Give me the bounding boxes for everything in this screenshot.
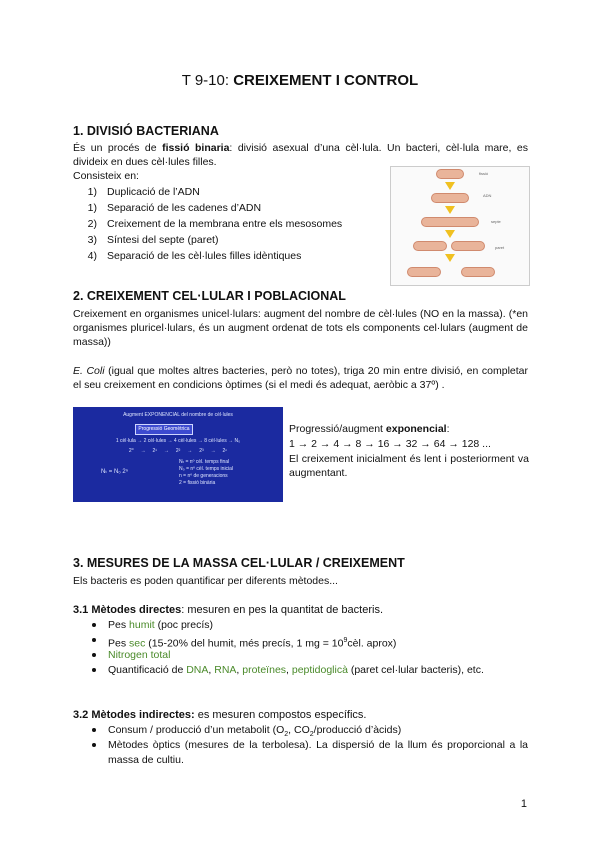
bacterium-cell <box>451 241 485 251</box>
highlight: Nitrogen total <box>108 649 171 661</box>
bacterium-cell <box>421 217 479 227</box>
slide-legend-1: Nₜ = nº cèl. temps final <box>179 459 230 465</box>
slide-legend-4: 2 = fissió binària <box>179 480 216 486</box>
highlight: DNA <box>186 664 209 676</box>
figure-label: septe <box>491 219 501 224</box>
step-number: 1) <box>87 202 97 214</box>
title-main: CREIXEMENT I CONTROL <box>233 72 419 89</box>
section1-consists: Consisteix en: <box>73 170 139 182</box>
step-number: 4) <box>87 250 97 262</box>
subscript: 2 <box>284 731 289 739</box>
text: Pes <box>108 637 130 650</box>
slide-legend-2: N₀ = nº cèl. temps inicial <box>179 466 234 472</box>
bacterium-cell <box>436 169 464 179</box>
indirect-methods-title: 3.2 Mètodes indirectes: <box>73 709 195 721</box>
bacterium-cell <box>413 241 447 251</box>
subscript: 2 <box>309 731 314 739</box>
list-item <box>90 738 528 768</box>
text: /producció d’àcids) <box>313 724 402 736</box>
figure-label: fissió <box>479 171 489 176</box>
down-arrow-icon <box>445 182 455 190</box>
down-arrow-icon <box>445 206 455 214</box>
figure-label: paret <box>495 245 505 250</box>
down-arrow-icon <box>445 254 455 262</box>
text: Pes <box>108 619 130 631</box>
section2-heading: 2. CREIXEMENT CEL·LULAR I POBLACIONAL <box>73 289 346 303</box>
section1-heading: 1. DIVISIÓ BACTERIANA <box>73 124 219 138</box>
highlight: proteïnes <box>242 664 287 676</box>
step-text: Separació de les cèl·lules filles idèntiques <box>107 250 302 262</box>
direct-methods-desc: : mesuren en pes la quantitat de bacteris. <box>181 604 384 616</box>
step-text: Duplicació de l’ADN <box>107 186 200 198</box>
step-number: 3) <box>87 234 97 246</box>
direct-methods-list <box>90 618 484 678</box>
separator: , <box>208 664 215 676</box>
figure-label: ADN <box>483 193 492 198</box>
section1-intro-b: : divisió asexual d’una cèl·lula. Un bacteri, cèl·lula mare, es divideix en dues cèl·lules filles. <box>73 142 528 168</box>
page-number: 1 <box>520 798 527 810</box>
exponential-sequence: 1 → 2 → 4 → 8 → 16 → 32 → 64 → 128 ... <box>289 438 491 450</box>
text: (15-20% del humit, més precís, 1 mg = 10 <box>145 637 344 650</box>
step-text: Síntesi del septe (paret) <box>107 234 219 246</box>
text: (poc precís) <box>154 619 214 631</box>
separator: , <box>236 664 243 676</box>
indirect-methods-desc: es mesuren compostos específics. <box>194 709 367 721</box>
step-number: 1) <box>87 186 97 198</box>
slide-row-cells: 1 cèl·lula → 2 cèl·lules → 4 cèl·lules → 8 cèl·lules → N₀ <box>115 438 241 444</box>
exponential-description: El creixement inicialment és lent i posteriorment va augmentant. <box>289 453 529 479</box>
section3-heading: 3. MESURES DE LA MASSA CEL·LULAR / CREIXEMENT <box>73 556 405 570</box>
section3-intro: Els bacteris es poden quantificar per diferents mètodes... <box>73 575 338 587</box>
direct-methods-title: 3.1 Mètodes directes <box>73 604 182 616</box>
text: cèl. aprox) <box>347 637 397 650</box>
section2-paragraph-2 <box>73 364 528 392</box>
step-text: Separació de les cadenes d’ADN <box>107 202 262 214</box>
separator: , <box>286 664 292 676</box>
text: Mètodes òptics (mesures de la terbolesa). La dispersió de la llum és proporcional a la massa de cultiu. <box>108 739 528 766</box>
exp-bold: exponencial <box>385 423 447 435</box>
list-item <box>90 723 528 738</box>
slide-header: Augment EXPONENCIAL del nombre de cèl·lules <box>123 412 233 418</box>
list-item <box>73 216 342 232</box>
indirect-methods-list <box>90 723 528 768</box>
direct-methods-heading <box>73 603 383 617</box>
exponential-caption <box>289 422 529 436</box>
down-arrow-icon <box>445 230 455 238</box>
species-name: E. Coli <box>73 365 105 377</box>
section2-paragraph-2-rest: (igual que moltes altres bacteries, però no totes), triga 20 min entre divisió, en completar el seu creixement en condicions òptimes (si el medi és adequat, aeròbic a 37º) . <box>73 365 528 391</box>
slide-legend-3: n = nº de generacions <box>179 473 228 479</box>
highlight: sec <box>129 637 146 650</box>
section1-intro-a: És un procés de <box>73 142 163 154</box>
list-item <box>90 648 484 663</box>
indirect-methods-heading <box>73 708 366 722</box>
text: (paret cel·lular bacteris), etc. <box>347 664 484 676</box>
list-item <box>73 184 342 200</box>
title-prefix: T 9-10: <box>181 72 234 89</box>
list-item <box>73 248 342 264</box>
step-number: 2) <box>87 218 97 230</box>
exp-prefix: Progressió/augment <box>289 423 386 435</box>
list-item <box>90 633 484 648</box>
highlight: humit <box>129 619 155 631</box>
division-steps-list <box>73 184 342 264</box>
superscript: 9 <box>343 637 348 644</box>
section2-paragraph-1: Creixement en organismes unicel·lulars: augment del nombre de cèl·lules (NO en la massa). (*en organismes pluricel·lulars, és un augment ordenat de tots els components cel·lulars (augment de massa)) <box>73 308 528 348</box>
list-item <box>73 200 342 216</box>
text: Quantificació de <box>108 664 187 676</box>
step-text: Creixement de la membrana entre els mesosomes <box>107 218 343 230</box>
binary-fission-figure <box>390 166 530 286</box>
page-title <box>0 72 600 90</box>
list-item <box>73 232 342 248</box>
text: , CO <box>288 724 310 736</box>
section1-intro <box>73 141 528 169</box>
section1-intro-bold: fissió binaria <box>162 142 230 154</box>
list-item <box>90 618 484 633</box>
exp-suffix: : <box>446 423 450 435</box>
slide-box-title: Progressió Geomètrica <box>135 424 193 435</box>
highlight: RNA <box>214 664 237 676</box>
slide-row-powers: 2⁰ → 2¹ → 2² → 2³ → 2ⁿ <box>128 448 228 454</box>
list-item <box>90 663 484 678</box>
bacterium-cell <box>407 267 441 277</box>
bacterium-cell <box>461 267 495 277</box>
highlight: peptidoglicà <box>291 664 348 676</box>
text: Consum / producció d’un metabolit (O <box>108 724 285 736</box>
bacterium-cell <box>431 193 469 203</box>
exponential-growth-slide <box>73 407 283 502</box>
slide-formula: Nₜ = N₀ 2ⁿ <box>101 469 128 475</box>
